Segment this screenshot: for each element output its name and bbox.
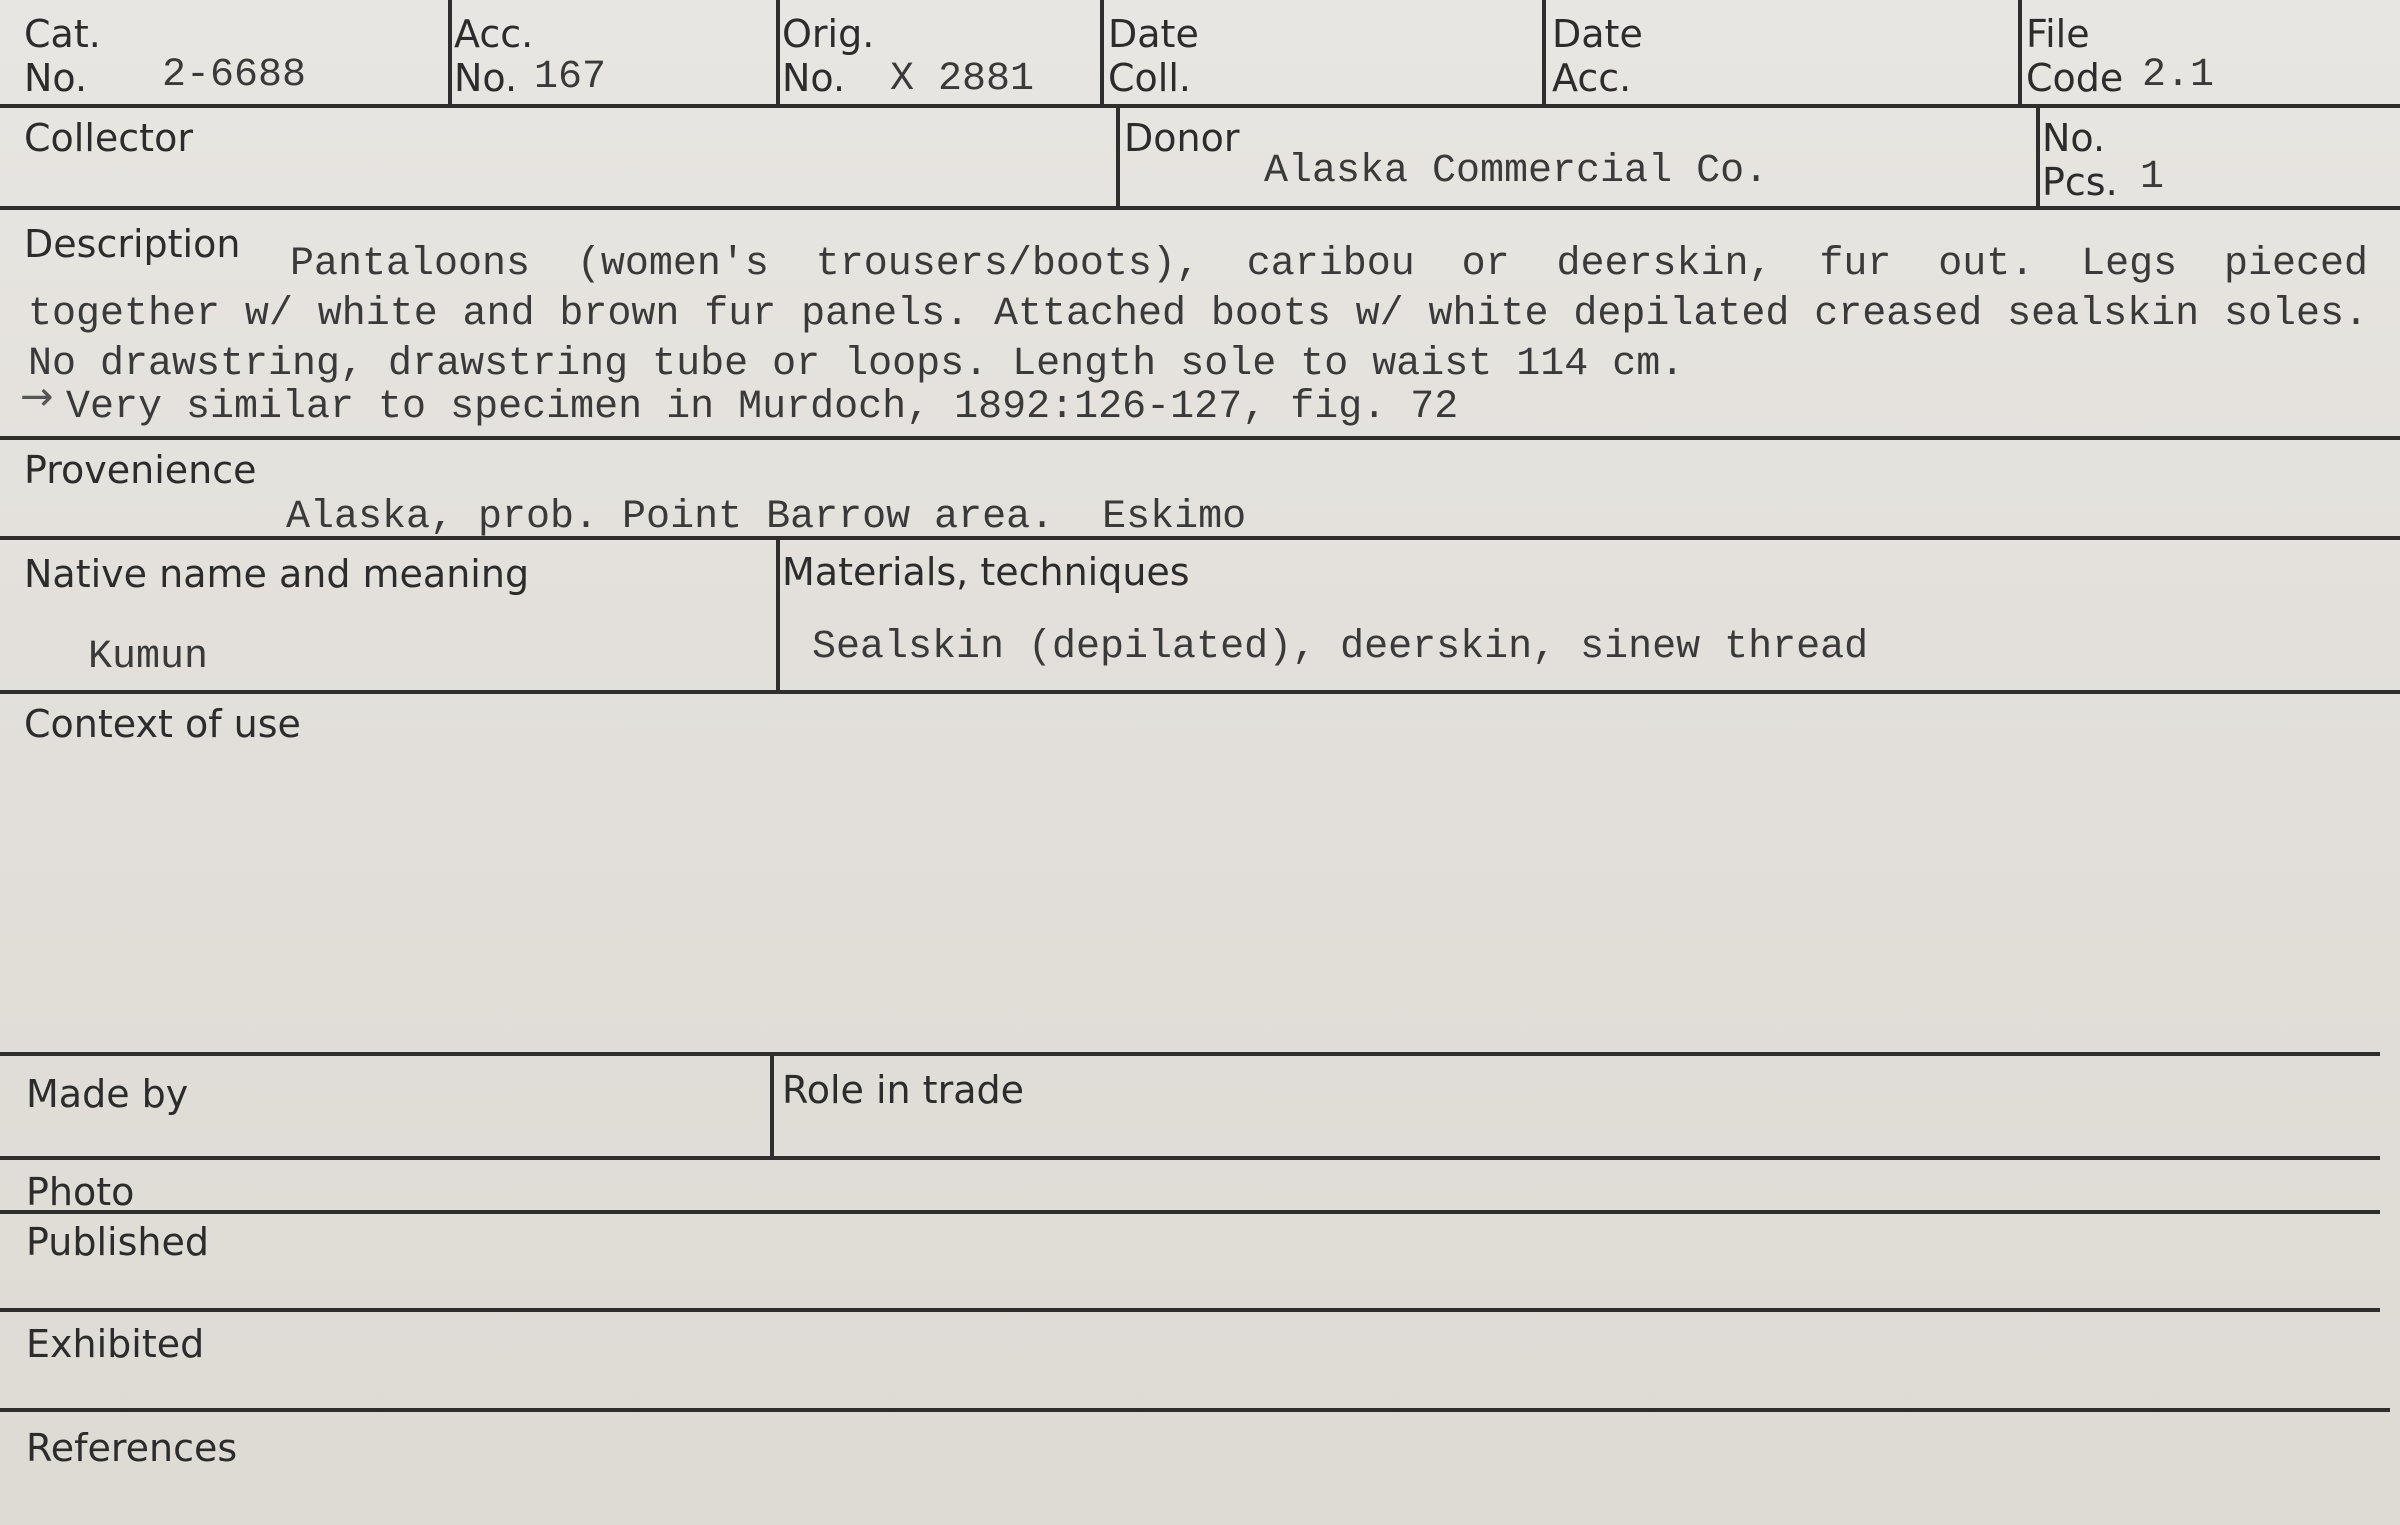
- rule-col-pcs: [2036, 104, 2040, 208]
- rule-photo-bottom: [0, 1210, 2380, 1214]
- pcs-label: No. Pcs.: [2042, 116, 2118, 204]
- cat-no-value: 2-6688: [162, 53, 307, 98]
- date-acc-label: Date Acc.: [1552, 12, 1643, 100]
- materials-value: Sealskin (depilated), deerskin, sinew thread: [812, 625, 1869, 670]
- rule-exhibited-bottom: [0, 1408, 2390, 1412]
- rule-col-donor: [1116, 104, 1120, 208]
- references-label: References: [26, 1426, 238, 1470]
- exhibited-label: Exhibited: [26, 1322, 205, 1366]
- rule-col-datecoll: [1100, 0, 1104, 104]
- native-name-value: Kumun: [88, 635, 209, 680]
- materials-label: Materials, techniques: [782, 550, 1190, 594]
- context-label: Context of use: [24, 702, 301, 746]
- description-text: Pantaloons (women's trousers/boots), caribou or deerskin, fur out. Legs pieced together w/ white and brown fur panels. Attached boots w/ white depilated creased sealskin soles. No drawstring, drawstring tube or loops. Length sole to waist 114 cm.: [28, 242, 2368, 387]
- orig-no-value: X 2881: [890, 57, 1035, 102]
- rule-col-orig: [776, 0, 780, 104]
- donor-value: Alaska Commercial Co.: [1264, 149, 1769, 194]
- collector-label: Collector: [24, 116, 193, 160]
- rule-madeby-bottom: [0, 1156, 2380, 1160]
- made-by-label: Made by: [26, 1072, 189, 1116]
- arrow-mark-icon: →: [20, 374, 54, 420]
- rule-context-bottom: [0, 1052, 2380, 1056]
- acc-no-value: 167: [534, 55, 607, 100]
- donor-label: Donor: [1124, 116, 1240, 160]
- photo-label: Photo: [26, 1170, 135, 1214]
- provenience-label: Provenience: [24, 448, 257, 492]
- provenience-value: Alaska, prob. Point Barrow area. Eskimo: [286, 495, 1247, 540]
- rule-published-bottom: [0, 1308, 2380, 1312]
- native-name-label: Native name and meaning: [24, 552, 530, 596]
- date-coll-label: Date Coll.: [1108, 12, 1199, 100]
- role-in-trade-label: Role in trade: [782, 1068, 1024, 1112]
- pcs-value: 1: [2140, 155, 2165, 200]
- rule-col-acc: [448, 0, 452, 104]
- orig-no-label: Orig. No.: [782, 12, 875, 100]
- rule-col-materials: [776, 536, 780, 692]
- file-code-value: 2.1: [2142, 53, 2215, 98]
- rule-col-dateacc: [1542, 0, 1546, 104]
- rule-description-bottom: [0, 436, 2400, 440]
- acc-no-label: Acc. No.: [454, 12, 534, 100]
- cat-no-label: Cat. No.: [24, 12, 101, 100]
- rule-collector-bottom: [0, 206, 2400, 210]
- rule-native-bottom: [0, 690, 2400, 694]
- rule-col-filecode: [2018, 0, 2022, 104]
- file-code-label: File Code: [2026, 12, 2124, 100]
- rule-header-bottom: [0, 104, 2400, 108]
- rule-col-role: [770, 1052, 774, 1158]
- description-label: Description: [24, 222, 241, 266]
- description-note: Very similar to specimen in Murdoch, 1892:126-127, fig. 72: [66, 385, 1459, 430]
- published-label: Published: [26, 1220, 209, 1264]
